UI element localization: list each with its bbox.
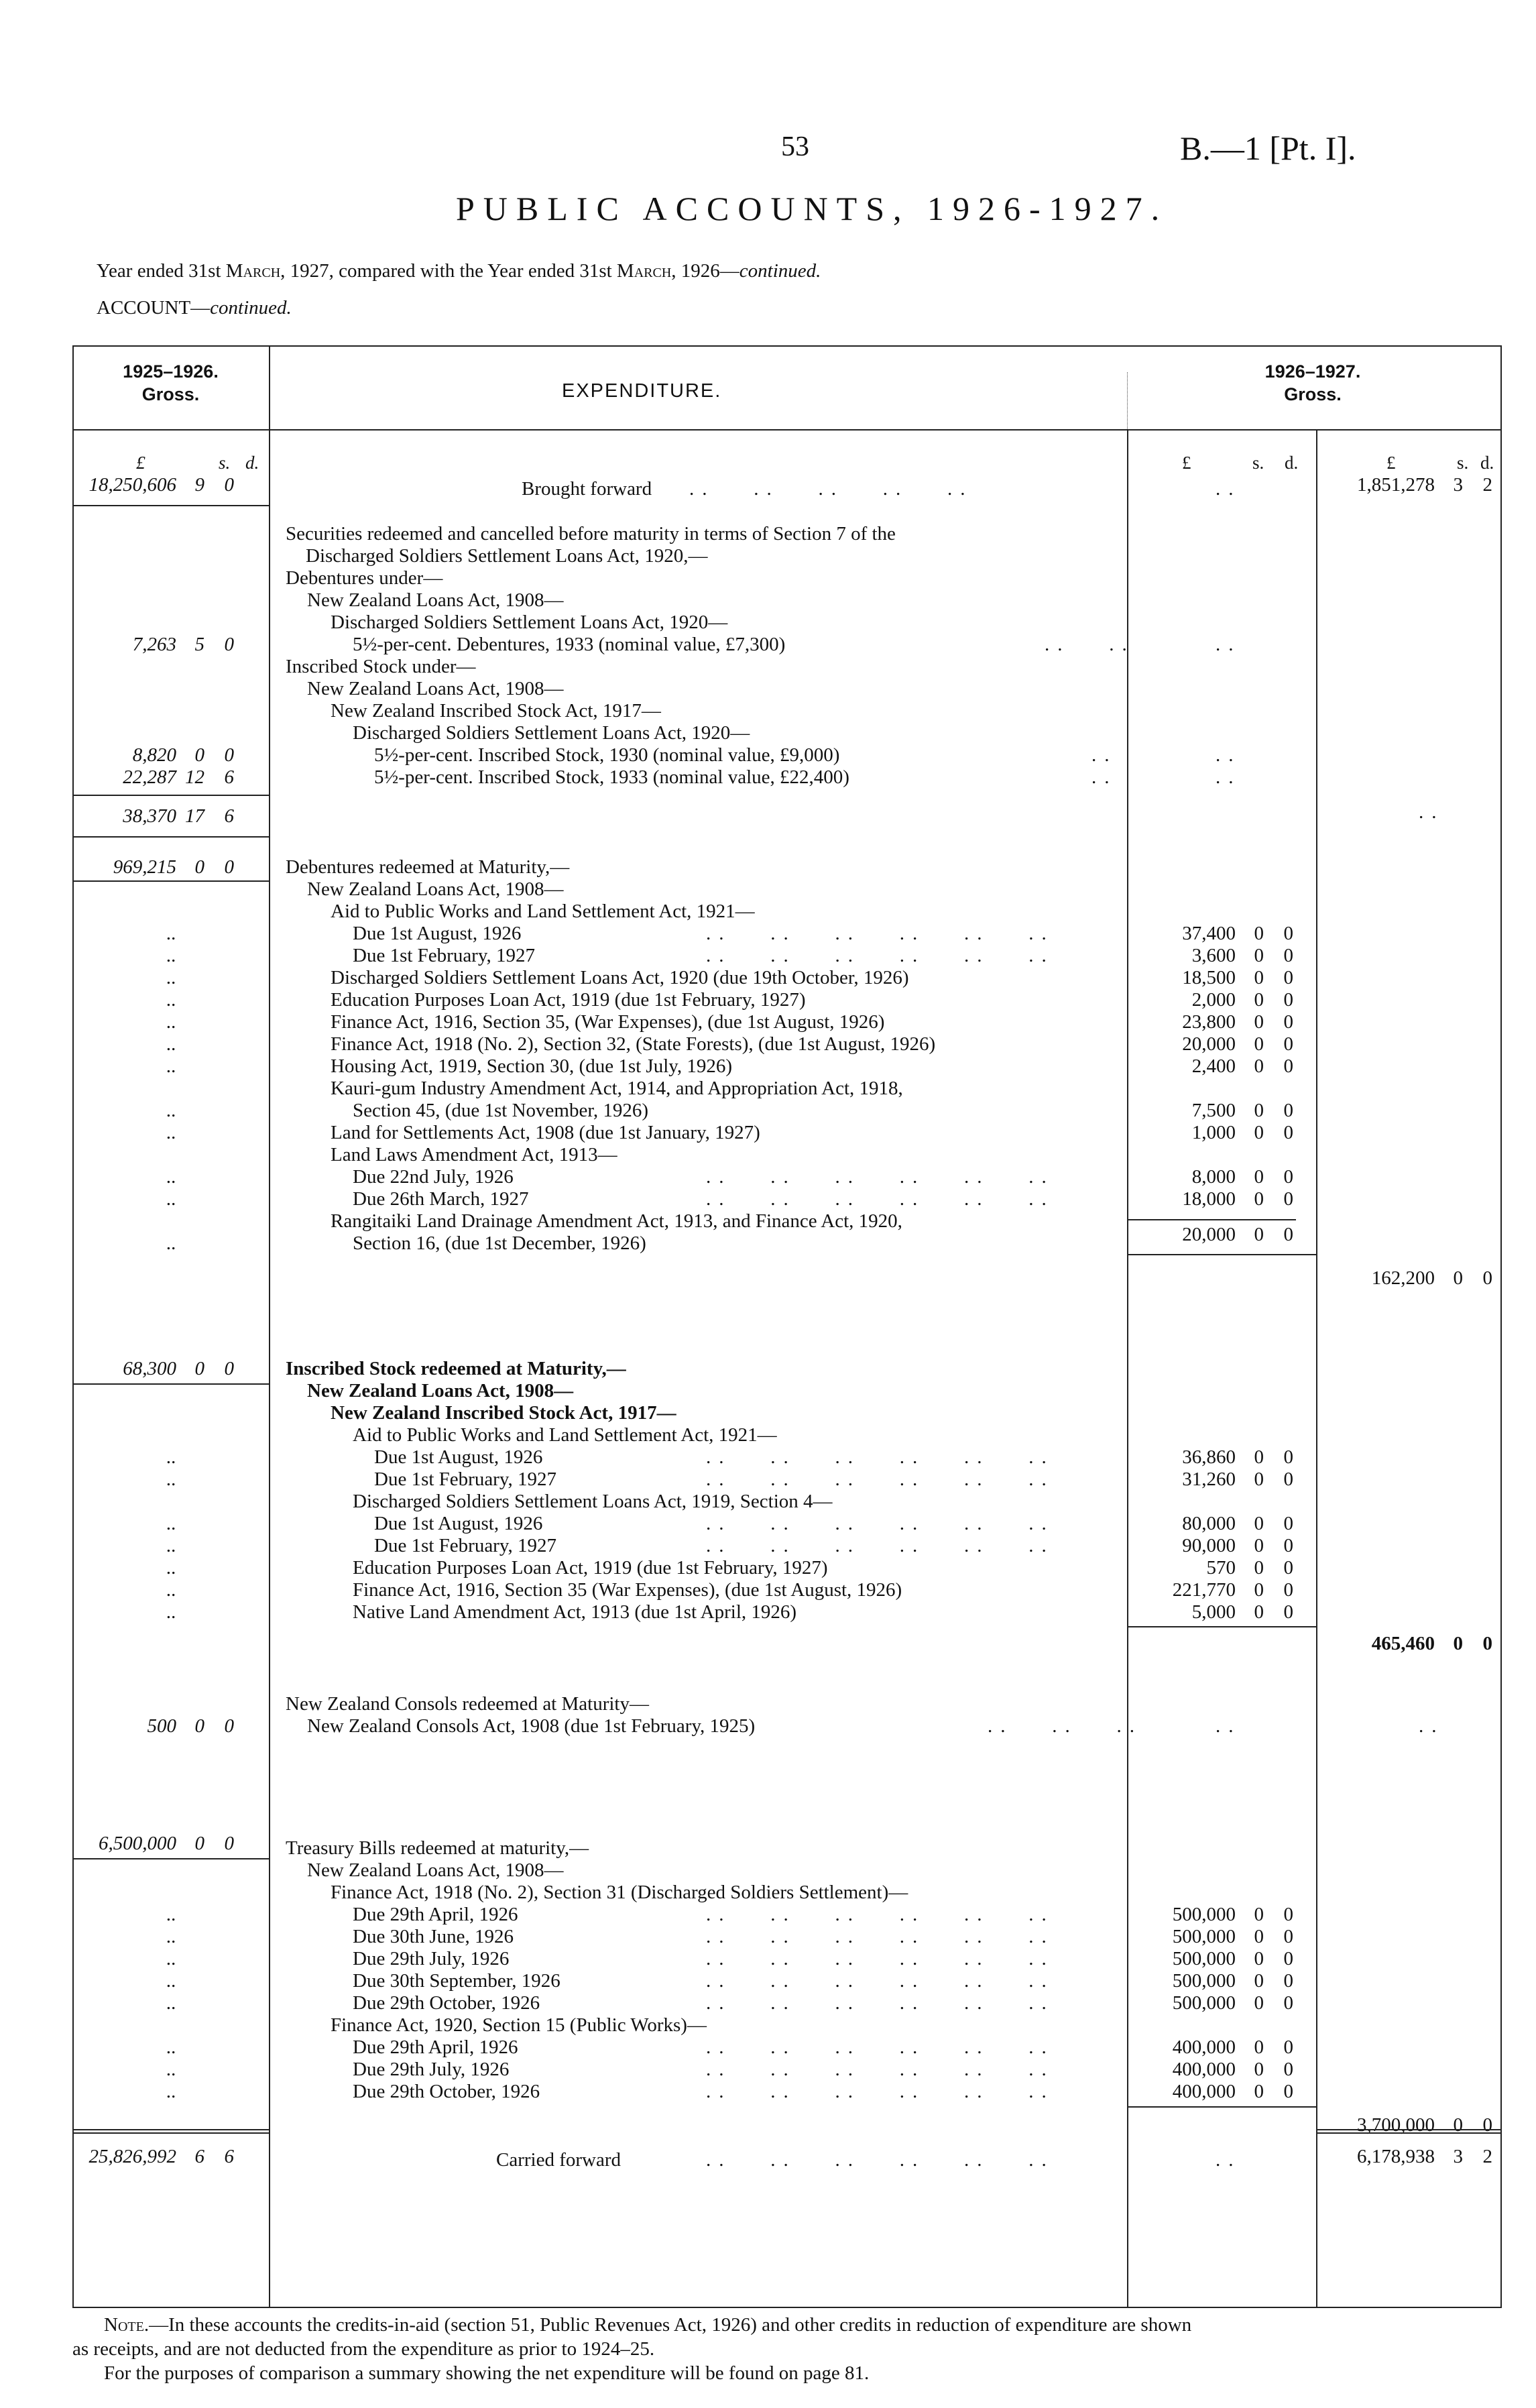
header-left-gross: Gross. xyxy=(141,384,200,404)
mid-dots: .. xyxy=(1216,744,1242,766)
line: Housing Act, 1919, Section 30, (due 1st July, 1926) xyxy=(331,1055,733,1077)
mid-carried-forward-dots: .. xyxy=(1216,2149,1242,2171)
period-subtitle: Year ended 31st March, 1927, compared with the Year ended 31st March, 1926—continued. xyxy=(97,260,821,282)
mid-dots: .. xyxy=(1216,766,1242,788)
line: New Zealand Consols Act, 1908 (due 1st February, 1925) xyxy=(307,1715,756,1737)
document-reference: B.—1 [Pt. I]. xyxy=(1180,129,1356,167)
line: 5½-per-cent. Inscribed Stock, 1933 (nominal value, £22,400) xyxy=(374,766,849,788)
footnote-line-2: as receipts, and are not deducted from the expenditure as prior to 1924–25. xyxy=(72,2338,655,2360)
unit-d-mid: d. xyxy=(1285,453,1299,473)
brought-forward-label: Brought forward xyxy=(522,478,652,500)
line: Due 1st February, 1927 xyxy=(353,945,535,966)
line: Due 1st August, 1926 xyxy=(374,1446,543,1468)
right-dots: .. xyxy=(1419,1715,1445,1737)
left-rule xyxy=(72,1383,269,1385)
leader-dots: .. .. .. .. .. .. xyxy=(706,2081,1055,2102)
line: Due 29th October, 1926 xyxy=(353,1992,540,2014)
mid-rule xyxy=(1128,1626,1316,1627)
page-number: 53 xyxy=(781,131,809,162)
line: New Zealand Loans Act, 1908— xyxy=(307,589,564,611)
line: Education Purposes Loan Act, 1919 (due 1st February, 1927) xyxy=(331,989,806,1011)
header-right-year: 1926–1927. xyxy=(1264,361,1361,382)
leader-dots: .. .. .. .. .. .. xyxy=(706,1513,1055,1534)
inscribed-stock-heading: Inscribed Stock redeemed at Maturity,— xyxy=(286,1358,626,1379)
line: Inscribed Stock under— xyxy=(286,656,476,677)
line: Debentures under— xyxy=(286,567,443,589)
left-rule xyxy=(72,880,269,882)
line: Due 26th March, 1927 xyxy=(353,1188,529,1210)
left-rule xyxy=(72,505,269,506)
line: New Zealand Loans Act, 1908— xyxy=(307,878,564,900)
line: Due 1st February, 1927 xyxy=(374,1469,556,1490)
line: New Zealand Inscribed Stock Act, 1917— xyxy=(331,700,661,722)
line: Section 45, (due 1st November, 1926) xyxy=(353,1100,649,1121)
footnote-line-3: For the purposes of comparison a summary showing the net expenditure will be found on page 81. xyxy=(104,2362,870,2384)
line: Rangitaiki Land Drainage Amendment Act, 1913, and Finance Act, 1920, xyxy=(331,1210,902,1232)
line: New Zealand Loans Act, 1908— xyxy=(307,678,564,699)
line: Education Purposes Loan Act, 1919 (due 1st February, 1927) xyxy=(353,1557,828,1579)
unit-s-mid: s. xyxy=(1252,453,1264,473)
line: Native Land Amendment Act, 1913 (due 1st April, 1926) xyxy=(353,1601,797,1623)
leader-dots: .. .. .. .. .. .. xyxy=(706,1904,1055,1925)
expenditure-table: 1925–1926. Gross. EXPENDITURE. 1926–1927. Gross. £ s. d. £ s. d. £ s. d. 18,250,606 9 0 Brought forward .. .. .. .. .. .. 1,851,278 3 2 Securities redeemed and cancelled before maturity in terms of Section 7 of the Discharged Soldiers Settlement Loans Act, 1920,— Debentures under— New Zealand Loans Act, 1908— Discharged Soldiers Settlement Loans Act, 1920— 5½-per-cent. Debentures, 1933 (nominal value, £7,300) Inscribed Stock under— New Zealand Loans Act, 1908— New Zealand Inscribed Stock Act, 1917— Discharged Soldiers Settlement Loans Act, 1920— 5½-per-cent. Inscribed Stock, 1930 (nominal value, £9,000) 5½-per-cent. Inscribed Stock, 1933 (nominal value, £22,400) 7,263 5 0 8,820 0 0 22,287 12 6 38,370 17 6 .. .. .. .. .. .. .. .. 969,215 0 0 Debentures redeemed at Maturity,— New Zealand Loans Act, 1908— Aid to Public Works and Land Settlement Act, 1921— Due 1st August, 1926 Due 1st February, 1927 Discharged Soldiers Settlement Loans Act, 1920 (due 19th October, 1926) Education Purposes Loan Act, 1919 (due 1st February, 1927) Finance Act, 1916, Section 35, (War Expenses), (due 1st August, 1926) Finance Act, 1918 (No. 2), Section 32, (State Forests), (due 1st August, 1926) Housing Act, 1919, Section 30, (due 1st July, 1926) Kauri-gum Industry Amendment Act, 1914, and Appropriation Act, 1918, Section 45, (due 1st November, 1926) Land for Settlements Act, 1908 (due 1st January, 1927) Land Laws Amendment Act, 1913— Due 22nd July, 1926 Due 26th March, 1927 Rangitaiki Land Drainage Amendment Act, 1913, and Finance Act, 1920, Section 16, (due 1st December, 1926) 37,400 0 0 3,600 0 0 18,500 0 0 2,000 0 0 23,800 0 0 20,000 0 0 2,400 0 0 7,500 0 0 1,000 0 0 8,000 0 0 18,000 0 0 20,000 0 0 162,200 0 0 .. .. .. .. .. .. .. .. .. .. .. .. 68,300 0 0 Inscribed Stock redeemed at Maturity,— New Zealand Loans Act, 1908— New Zealand Inscribed Stock Act, 1917— Aid to Public Works and Land Settlement Act, 1921— Due 1st August, 1926 Due 1st February, 1927 Discharged Soldiers Settlement Loans Act, 1919, Section 4— Due 1st August, 1926 Due 1st February, 1927 Education Purposes Loan Act, 1919 (due 1st February, 1927) Finance Act, 1916, Section 35 (War Expenses), (due 1st August, 1926) Native Land Amendment Act, 1913 (due 1st April, 1926) 36,860 0 0 31,260 0 0 80,000 0 0 90,000 0 0 570 0 0 221,770 0 0 5,000 0 0 465,460 0 0 .. .. .. .. .. .. .. New Zealand Consols redeemed at Maturity— New Zealand Consols Act, 1908 (due 1st February, 1925) 500 0 0 .. .. .. .. .. 6,500,000 0 0 Treasury Bills redeemed at maturity,— New Zealand Loans Act, 1908— Finance Act, 1918 (No. 2), Section 31 (Discharged Soldiers Settlement)— Due 29th April, 1926 Due 30th June, 1926 Due 29th July, 1926 Due 30th September, 1926 Due 29th October, 1926 Finance Act, 1920, Section 15 (Public Works)— Due 29th April, 1926 Due 29th July, 1926 Due 29th October, 1926 500,000 0 0 500,000 0 0 500,000 0 0 500,000 0 0 500,000 0 0 400,000 0 0 400,000 0 0 400,000 0 0 3,700,000 0 0 .. .. .. .. .. .. .. .. .. .. .. .. .. .. .. .. .. .. .. .. .. .. .. .. .. .. .. .. .. .. .. .. .. .. .. .. .. .. .. .. .. .. .. .. .. .. .. .. .. .. .. .. .. .. .. .. .. .. .. .. .. .. .. .. .. .. .. .. .. .. .. .. .. .. .. .. .. .. .. .. .. .. .. .. .. .. .. .. .. .. .. .. .. .. .. .. .. .. .. .. .. .. .. .. 25,826,992 6 6 Carried forward .. .. .. .. .. .. .. 6,178,938 3 2 xyxy=(72,345,1502,2307)
line: Finance Act, 1916, Section 35, (War Expenses), (due 1st August, 1926) xyxy=(331,1011,885,1033)
header-rule xyxy=(72,429,1502,431)
unit-d-left: d. xyxy=(245,453,259,473)
left-rule xyxy=(72,2129,269,2130)
leader-dots: .. .. .. .. .. .. xyxy=(706,1166,1055,1188)
table-bottom-rule xyxy=(72,2307,1502,2308)
mid-dots: .. xyxy=(1216,634,1242,655)
leader-dots: .. .. .. .. .. .. xyxy=(706,945,1055,966)
line: Discharged Soldiers Settlement Loans Act, 1919, Section 4— xyxy=(353,1491,833,1512)
line: Due 1st February, 1927 xyxy=(374,1535,556,1556)
line: Kauri-gum Industry Amendment Act, 1914, and Appropriation Act, 1918, xyxy=(331,1078,903,1099)
leader-dots: .. .. xyxy=(1045,634,1135,655)
right-column-rule xyxy=(1316,429,1317,2307)
line: Aid to Public Works and Land Settlement Act, 1921— xyxy=(331,901,755,922)
line: Land Laws Amendment Act, 1913— xyxy=(331,1144,617,1165)
line: New Zealand Loans Act, 1908— xyxy=(307,1859,564,1881)
mid-rule xyxy=(1128,2106,1316,2108)
unit-d-right: d. xyxy=(1480,453,1494,473)
table-right-rule xyxy=(1500,345,1502,2307)
carried-forward-label: Carried forward xyxy=(496,2149,621,2171)
line: Finance Act, 1918 (No. 2), Section 32, (State Forests), (due 1st August, 1926) xyxy=(331,1033,936,1055)
header-dotted-rule xyxy=(1127,372,1128,429)
leader-dots: .. .. .. .. .. .. xyxy=(706,2059,1055,2080)
leader-dots: .. .. .. .. .. .. xyxy=(706,1446,1055,1468)
header-1926-1927 xyxy=(1212,360,1413,406)
leader-dots: .. .. .. .. .. .. xyxy=(706,1188,1055,1210)
line: Due 29th April, 1926 xyxy=(353,1904,518,1925)
mid-brought-forward-dots: .. xyxy=(1216,478,1242,500)
line: Due 22nd July, 1926 xyxy=(353,1166,514,1188)
line: Due 30th June, 1926 xyxy=(353,1926,514,1947)
footnote-label: Note. xyxy=(104,2314,150,2336)
line: Finance Act, 1920, Section 15 (Public Works)— xyxy=(331,2014,707,2036)
right-dots: .. xyxy=(1419,801,1445,823)
line: Aid to Public Works and Land Settlement Act, 1921— xyxy=(353,1424,777,1446)
account-label: ACCOUNT—continued. xyxy=(97,297,292,319)
unit-pound-right: £ xyxy=(1386,453,1396,473)
footnote-line-1: Note.—In these accounts the credits-in-aid (section 51, Public Revenues Act, 1926) and other credits in reduction of expenditure are shown xyxy=(104,2314,1192,2336)
middle-column-rule xyxy=(1127,429,1128,2307)
left-rule xyxy=(72,795,269,796)
leader-dots: .. .. .. .. .. .. xyxy=(706,2037,1055,2058)
leader-dots: .. .. .. .. .. xyxy=(689,478,973,500)
consols-heading: New Zealand Consols redeemed at Maturity— xyxy=(286,1693,649,1715)
mid-rule xyxy=(1128,1254,1316,1255)
header-expenditure: EXPENDITURE. xyxy=(562,380,722,402)
page-title: PUBLIC ACCOUNTS, 1926-1927. xyxy=(456,190,1169,227)
treasury-heading: Treasury Bills redeemed at maturity,— xyxy=(286,1837,589,1859)
leader-dots: .. .. .. .. .. .. xyxy=(706,923,1055,944)
leader-dots: .. .. .. .. .. .. xyxy=(706,1926,1055,1947)
table-left-rule xyxy=(72,345,74,2307)
line: Discharged Soldiers Settlement Loans Act, 1920— xyxy=(331,612,728,633)
leader-dots: .. .. .. .. .. .. xyxy=(706,1469,1055,1490)
table-top-rule xyxy=(72,345,1502,347)
line: New Zealand Inscribed Stock Act, 1917— xyxy=(331,1402,676,1424)
line: Discharged Soldiers Settlement Loans Act, 1920 (due 19th October, 1926) xyxy=(331,967,909,988)
unit-s-left: s. xyxy=(219,453,231,473)
line: Discharged Soldiers Settlement Loans Act, 1920— xyxy=(353,722,750,744)
line: Section 16, (due 1st December, 1926) xyxy=(353,1232,646,1254)
line: New Zealand Loans Act, 1908— xyxy=(307,1380,574,1401)
mid-rule xyxy=(1128,1219,1296,1220)
line: Due 29th October, 1926 xyxy=(353,2081,540,2102)
left-rule xyxy=(72,2132,269,2134)
unit-pound-mid: £ xyxy=(1182,453,1191,473)
mid-dots: .. xyxy=(1216,1715,1242,1737)
right-rule xyxy=(1316,2129,1500,2130)
left-column-rule xyxy=(269,345,270,2307)
line: Due 1st August, 1926 xyxy=(374,1513,543,1534)
line: Due 29th April, 1926 xyxy=(353,2037,518,2058)
line: Finance Act, 1918 (No. 2), Section 31 (Discharged Soldiers Settlement)— xyxy=(331,1882,908,1903)
line: Due 29th July, 1926 xyxy=(353,1948,510,1969)
line: Land for Settlements Act, 1908 (due 1st January, 1927) xyxy=(331,1122,760,1143)
leader-dots: .. .. .. .. .. .. xyxy=(706,1535,1055,1556)
debentures-heading: Debentures redeemed at Maturity,— xyxy=(286,856,570,878)
header-right-gross: Gross. xyxy=(1284,384,1342,404)
line: Discharged Soldiers Settlement Loans Act, 1920,— xyxy=(306,545,708,567)
line: Finance Act, 1916, Section 35 (War Expenses), (due 1st August, 1926) xyxy=(353,1579,902,1601)
leader-dots: .. .. .. .. .. .. xyxy=(706,1992,1055,2014)
line: Due 30th September, 1926 xyxy=(353,1970,560,1992)
header-left-year: 1925–1926. xyxy=(123,361,219,382)
right-rule xyxy=(1316,2132,1500,2134)
leader-dots: .. xyxy=(1091,766,1118,788)
unit-s-right: s. xyxy=(1457,453,1469,473)
unit-pound-left: £ xyxy=(136,453,145,473)
line: 5½-per-cent. Debentures, 1933 (nominal value, £7,300) xyxy=(353,634,786,655)
line: 5½-per-cent. Inscribed Stock, 1930 (nominal value, £9,000) xyxy=(374,744,840,766)
leader-dots: .. .. .. .. .. .. xyxy=(706,1948,1055,1969)
leader-dots: .. xyxy=(1091,744,1118,766)
header-1925-1926 xyxy=(72,360,269,406)
line: Due 1st August, 1926 xyxy=(353,923,522,944)
leader-dots: .. .. .. .. .. .. xyxy=(706,1970,1055,1992)
left-rule xyxy=(72,836,269,838)
securities-heading: Securities redeemed and cancelled before maturity in terms of Section 7 of the xyxy=(286,523,896,544)
line: Due 29th July, 1926 xyxy=(353,2059,510,2080)
left-rule xyxy=(72,1858,269,1859)
leader-dots: .. .. .. xyxy=(988,1715,1142,1737)
leader-dots: .. .. .. .. .. .. xyxy=(706,2149,1055,2171)
